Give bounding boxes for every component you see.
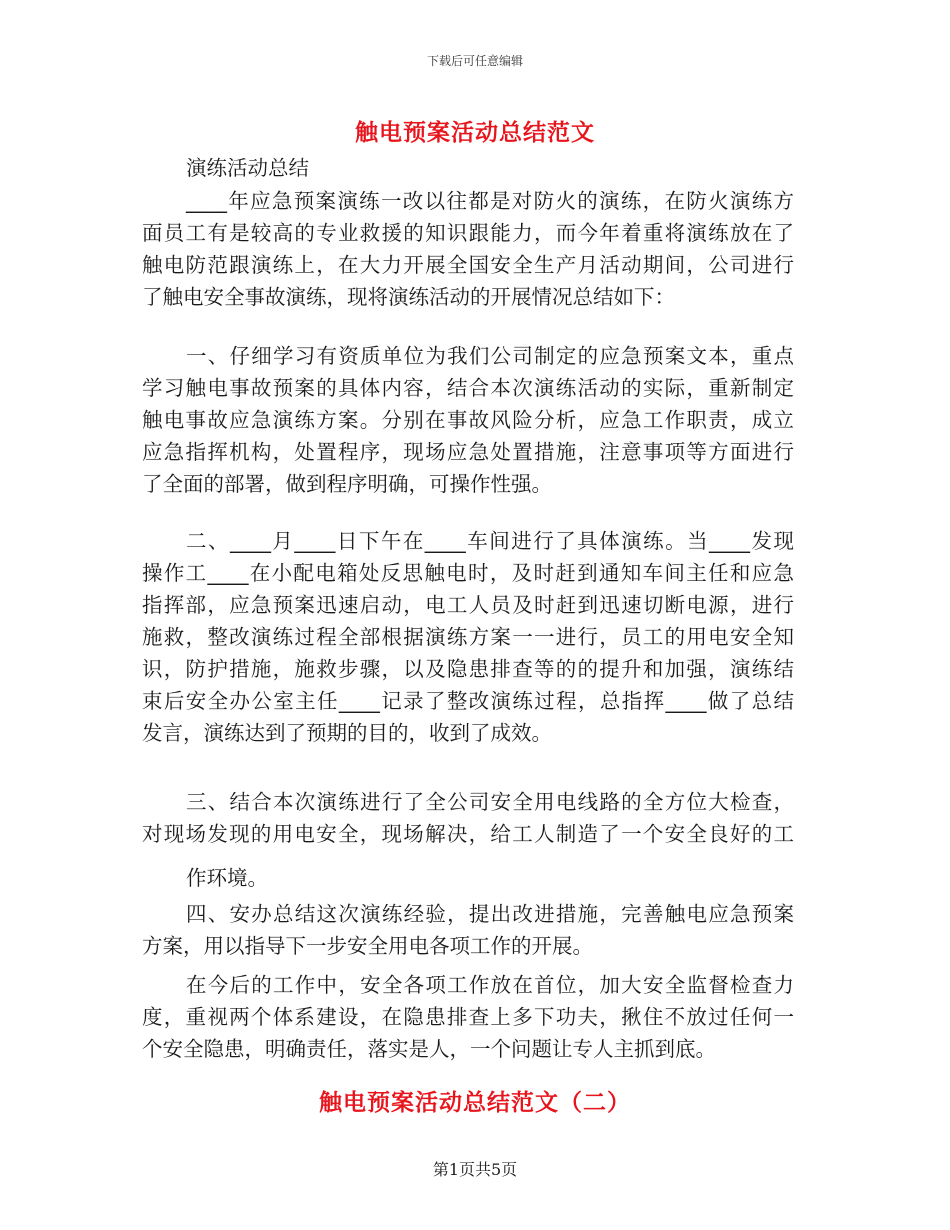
text-line: 四、安办总结这次演练经验，提出改进措施，完善触电应急预案 <box>186 902 794 926</box>
text-line: 应急指挥机构，处置程序，现场应急处置措施，注意事项等方面进行 <box>142 440 794 464</box>
text-line: 识，防护措施，施救步骤，以及隐患排查等的的提升和加强，演练结 <box>142 657 794 681</box>
paragraph-four <box>142 898 794 962</box>
paragraph-intro <box>142 185 794 313</box>
text-line: 二、____月____日下午在____车间进行了具体演练。当____发现 <box>186 529 794 553</box>
text-line: 施救，整改演练过程全部根据演练方案一一进行，员工的用电安全知 <box>142 625 794 649</box>
text-line: 三、结合本次演练进行了全公司安全用电线路的全方位大检查， <box>186 790 794 814</box>
paragraph-closing <box>142 969 794 1065</box>
text-line: 操作工____在小配电箱处反思触电时，及时赶到通知车间主任和应急 <box>142 561 794 585</box>
text-line: 度，重视两个体系建设，在隐患排查上多下功夫，揪住不放过任何一 <box>142 1005 794 1029</box>
text-line: 面员工有是较高的专业救援的知识跟能力，而今年着重将演练放在了 <box>142 221 794 245</box>
text-line: 一、仔细学习有资质单位为我们公司制定的应急预案文本，重点 <box>186 344 794 368</box>
text-line: 了全面的部署，做到程序明确，可操作性强。 <box>142 472 552 496</box>
page-footer: 第1页共5页 <box>432 1160 518 1179</box>
document-title: 触电预案活动总结范文 <box>355 119 595 146</box>
paragraph-one <box>142 340 794 500</box>
paragraph-three <box>142 786 794 850</box>
text-line: 方案，用以指导下一步安全用电各项工作的开展。 <box>142 934 593 958</box>
second-document-title: 触电预案活动总结范文（二） <box>319 1089 631 1116</box>
paragraph-two <box>142 525 794 749</box>
text-line: 作环境。 <box>186 866 268 890</box>
text-line: 个安全隐患，明确责任，落实是人，一个问题让专人主抓到底。 <box>142 1037 716 1061</box>
text-line: ____年应急预案演练一改以往都是对防火的演练，在防火演练方 <box>186 189 794 213</box>
text-line: 束后安全办公室主任____记录了整改演练过程，总指挥____做了总结 <box>142 689 794 713</box>
text-line: 学习触电事故预案的具体内容，结合本次演练活动的实际，重新制定 <box>142 376 794 400</box>
text-line: 指挥部，应急预案迅速启动，电工人员及时赶到迅速切断电源，进行 <box>142 593 794 617</box>
text-line: 触电事故应急演练方案。分别在事故风险分析，应急工作职责，成立 <box>142 408 794 432</box>
page-header: 下载后可任意编辑 <box>426 54 523 68</box>
text-line: 发言，演练达到了预期的目的，收到了成效。 <box>142 721 552 745</box>
text-line: 在今后的工作中，安全各项工作放在首位，加大安全监督检查力 <box>186 973 794 997</box>
text-line: 对现场发现的用电安全，现场解决，给工人制造了一个安全良好的工 <box>142 822 794 846</box>
text-line: 触电防范跟演练上，在大力开展全国安全生产月活动期间，公司进行 <box>142 253 794 277</box>
text-line: 了触电安全事故演练，现将演练活动的开展情况总结如下： <box>142 285 675 309</box>
section-label: 演练活动总结 <box>186 156 309 180</box>
paragraph-three-end <box>142 862 794 894</box>
